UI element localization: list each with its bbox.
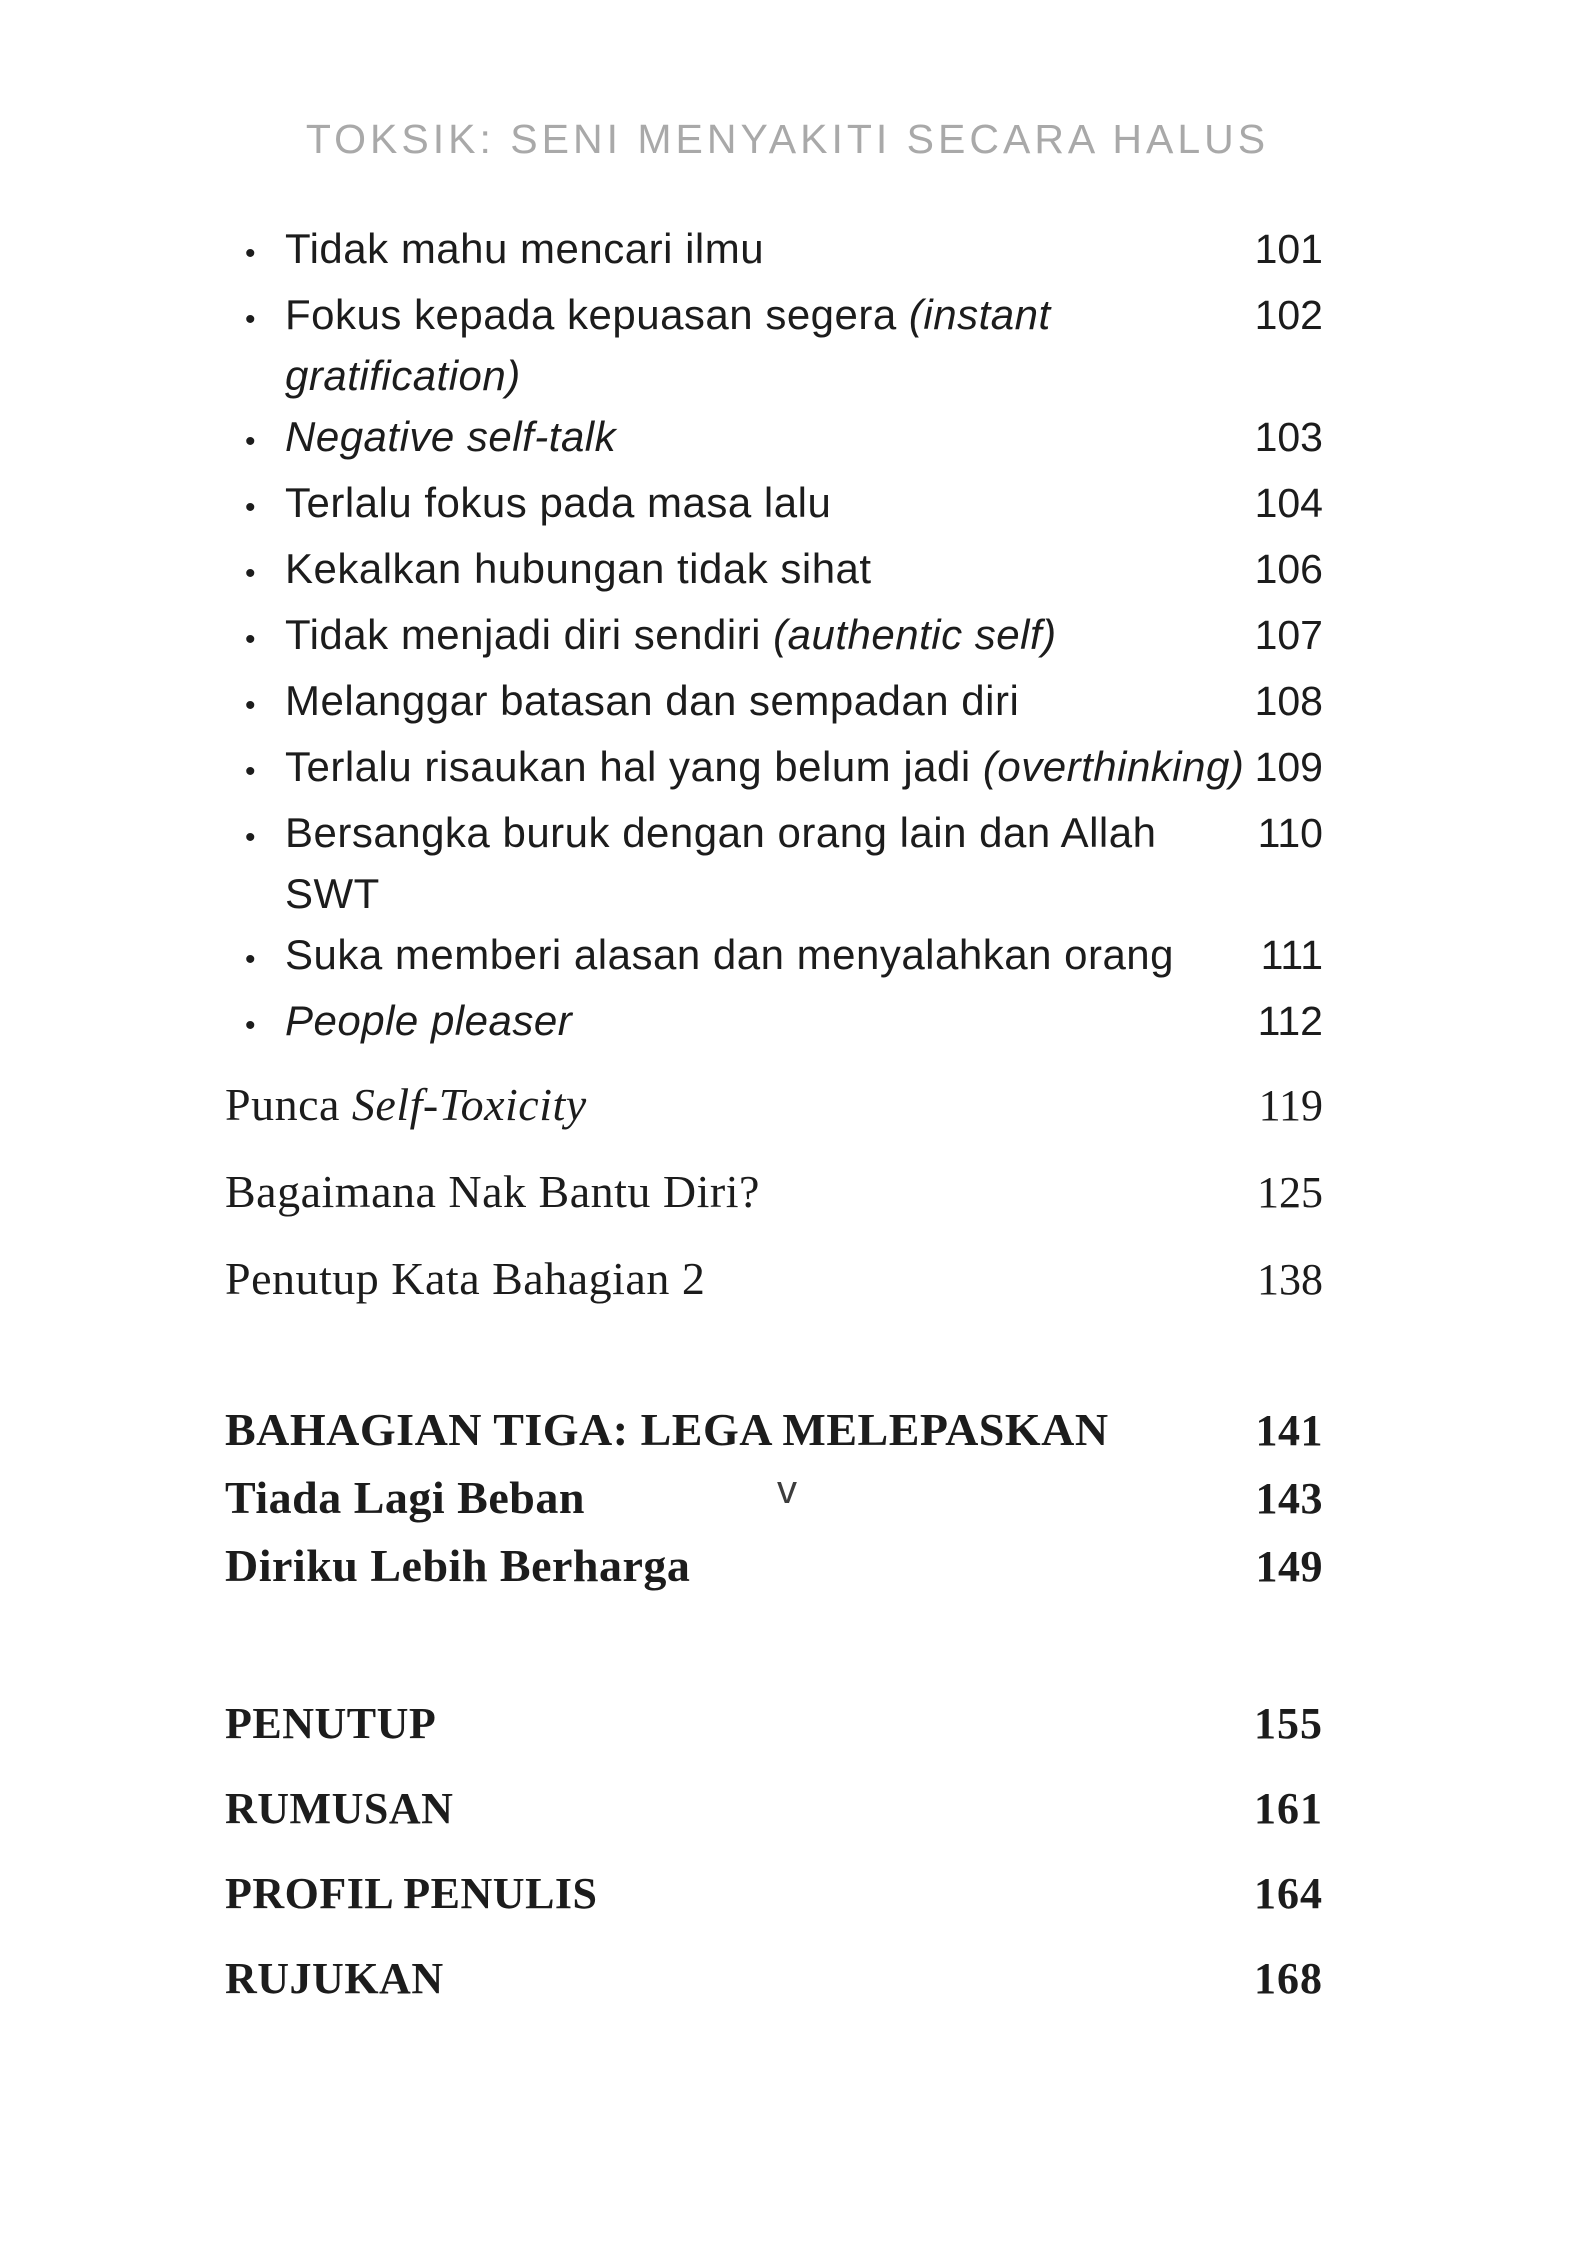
toc-entry-row bbox=[225, 670, 1323, 736]
toc-entry-title bbox=[285, 924, 1261, 985]
toc-chapter-title-italic: Self-Toxicity bbox=[351, 1079, 587, 1130]
toc-section-row bbox=[225, 1681, 1323, 1766]
toc-bullet-list bbox=[225, 218, 1323, 1056]
toc-section-row bbox=[225, 1532, 1323, 1600]
bullet-icon: • bbox=[245, 689, 256, 722]
toc-chapter-page-number: 119 bbox=[1258, 1081, 1323, 1130]
toc-back-matter-list bbox=[225, 1681, 1323, 2021]
toc-section-title: Tiada Lagi Beban bbox=[225, 1472, 585, 1523]
toc-entry-page-number: 109 bbox=[1254, 744, 1323, 790]
toc-entry-title bbox=[285, 284, 1255, 406]
toc-entry-title-italic: (overthinking) bbox=[982, 743, 1245, 790]
running-header: TOKSIK: SENI MENYAKITI SECARA HALUS bbox=[305, 116, 1270, 162]
toc-section-row bbox=[225, 1936, 1323, 2021]
toc-section-row bbox=[225, 1766, 1323, 1851]
toc-chapter-list bbox=[225, 1062, 1323, 1323]
toc-entry-title bbox=[285, 990, 1258, 1051]
toc-entry-row bbox=[225, 604, 1323, 670]
bullet-icon: • bbox=[245, 303, 256, 336]
toc-chapter-title-text: Punca bbox=[225, 1079, 352, 1130]
toc-entry-row bbox=[225, 538, 1323, 604]
toc-chapter-title-text: Penutup Kata Bahagian 2 bbox=[225, 1253, 706, 1304]
bullet-icon: • bbox=[245, 1009, 256, 1042]
toc-section-title: RUJUKAN bbox=[225, 1954, 444, 2003]
toc-chapter-row bbox=[225, 1236, 1323, 1323]
toc-entry-page-number: 112 bbox=[1257, 998, 1323, 1044]
toc-section-title: RUMUSAN bbox=[225, 1784, 454, 1833]
toc-entry-page-number: 107 bbox=[1254, 612, 1323, 658]
toc-chapter-row bbox=[225, 1062, 1323, 1149]
toc-entry-page-number: 103 bbox=[1254, 414, 1323, 460]
toc-entry-page-number: 108 bbox=[1254, 678, 1323, 724]
bullet-icon: • bbox=[245, 821, 256, 854]
toc-section-page-number: 164 bbox=[1254, 1869, 1323, 1918]
bullet-icon: • bbox=[245, 491, 256, 524]
toc-section-page-number: 149 bbox=[1255, 1542, 1323, 1591]
toc-entry-page-number: 101 bbox=[1254, 226, 1323, 272]
toc-entry-title-italic: (instant gratification) bbox=[285, 291, 1051, 399]
bullet-icon: • bbox=[245, 755, 256, 788]
toc-section-row bbox=[225, 1851, 1323, 1936]
toc-entry-row bbox=[225, 736, 1323, 802]
toc-entry-title-text: Bersangka buruk dengan orang lain dan Allah SWT bbox=[285, 809, 1157, 917]
bullet-icon: • bbox=[245, 557, 256, 590]
toc-content bbox=[225, 218, 1323, 2021]
toc-chapter-title bbox=[225, 1236, 1257, 1322]
toc-chapter-page-number: 138 bbox=[1257, 1255, 1323, 1304]
bullet-icon: • bbox=[245, 425, 256, 458]
toc-entry-row bbox=[225, 990, 1323, 1056]
toc-chapter-title bbox=[225, 1149, 1257, 1235]
bullet-icon: • bbox=[245, 237, 256, 270]
toc-entry-row bbox=[225, 924, 1323, 990]
toc-section-page-number: 161 bbox=[1254, 1784, 1323, 1833]
toc-entry-row bbox=[225, 284, 1323, 406]
toc-entry-row bbox=[225, 218, 1323, 284]
toc-chapter-title bbox=[225, 1062, 1259, 1148]
toc-entry-title bbox=[285, 670, 1255, 731]
toc-chapter-page-number: 125 bbox=[1257, 1168, 1323, 1217]
toc-chapter-row bbox=[225, 1149, 1323, 1236]
toc-section-page-number: 141 bbox=[1255, 1406, 1323, 1455]
toc-entry-page-number: 104 bbox=[1254, 480, 1323, 526]
toc-entry-title bbox=[285, 406, 1255, 467]
toc-chapter-title-text: Bagaimana Nak Bantu Diri? bbox=[225, 1166, 760, 1217]
toc-entry-title-text: Tidak menjadi diri sendiri bbox=[285, 611, 774, 658]
toc-entry-title-text: Fokus kepada kepuasan segera bbox=[285, 291, 909, 338]
toc-section-page-number: 143 bbox=[1255, 1474, 1323, 1523]
toc-entry-title bbox=[285, 736, 1255, 797]
toc-entry-title-text: Tidak mahu mencari ilmu bbox=[285, 225, 765, 272]
toc-entry-row bbox=[225, 802, 1323, 924]
toc-entry-page-number: 106 bbox=[1254, 546, 1323, 592]
toc-entry-title-text: Terlalu fokus pada masa lalu bbox=[285, 479, 832, 526]
toc-entry-title-text: Melanggar batasan dan sempadan diri bbox=[285, 677, 1020, 724]
toc-entry-page-number: 111 bbox=[1260, 932, 1323, 978]
bullet-icon: • bbox=[245, 943, 256, 976]
toc-entry-title-italic: Negative self-talk bbox=[285, 413, 617, 460]
toc-entry-title bbox=[285, 604, 1255, 665]
toc-entry-row bbox=[225, 472, 1323, 538]
toc-entry-title bbox=[285, 472, 1255, 533]
toc-entry-page-number: 102 bbox=[1254, 292, 1323, 338]
toc-entry-page-number: 110 bbox=[1257, 810, 1323, 856]
toc-section-row bbox=[225, 1396, 1323, 1464]
toc-entry-title bbox=[285, 218, 1255, 279]
toc-entry-title-italic: (authentic self) bbox=[773, 611, 1057, 658]
toc-section-title: BAHAGIAN TIGA: LEGA MELEPASKAN bbox=[225, 1404, 1109, 1455]
toc-entry-title bbox=[285, 538, 1255, 599]
toc-entry-title-italic: People pleaser bbox=[285, 997, 573, 1044]
toc-entry-title-text: Suka memberi alasan dan menyalahkan orang bbox=[285, 931, 1175, 978]
toc-section-page-number: 155 bbox=[1254, 1699, 1323, 1748]
toc-section-page-number: 168 bbox=[1254, 1954, 1323, 2003]
page-folio: v bbox=[777, 1468, 798, 1512]
toc-entry-title bbox=[285, 802, 1258, 924]
toc-entry-title-text: Kekalkan hubungan tidak sihat bbox=[285, 545, 872, 592]
toc-section-title: PROFIL PENULIS bbox=[225, 1869, 598, 1918]
bullet-icon: • bbox=[245, 623, 256, 656]
toc-section-title: Diriku Lebih Berharga bbox=[225, 1540, 691, 1591]
toc-entry-title-text: Terlalu risaukan hal yang belum jadi bbox=[285, 743, 983, 790]
toc-entry-row bbox=[225, 406, 1323, 472]
toc-section-title: PENUTUP bbox=[225, 1699, 437, 1748]
